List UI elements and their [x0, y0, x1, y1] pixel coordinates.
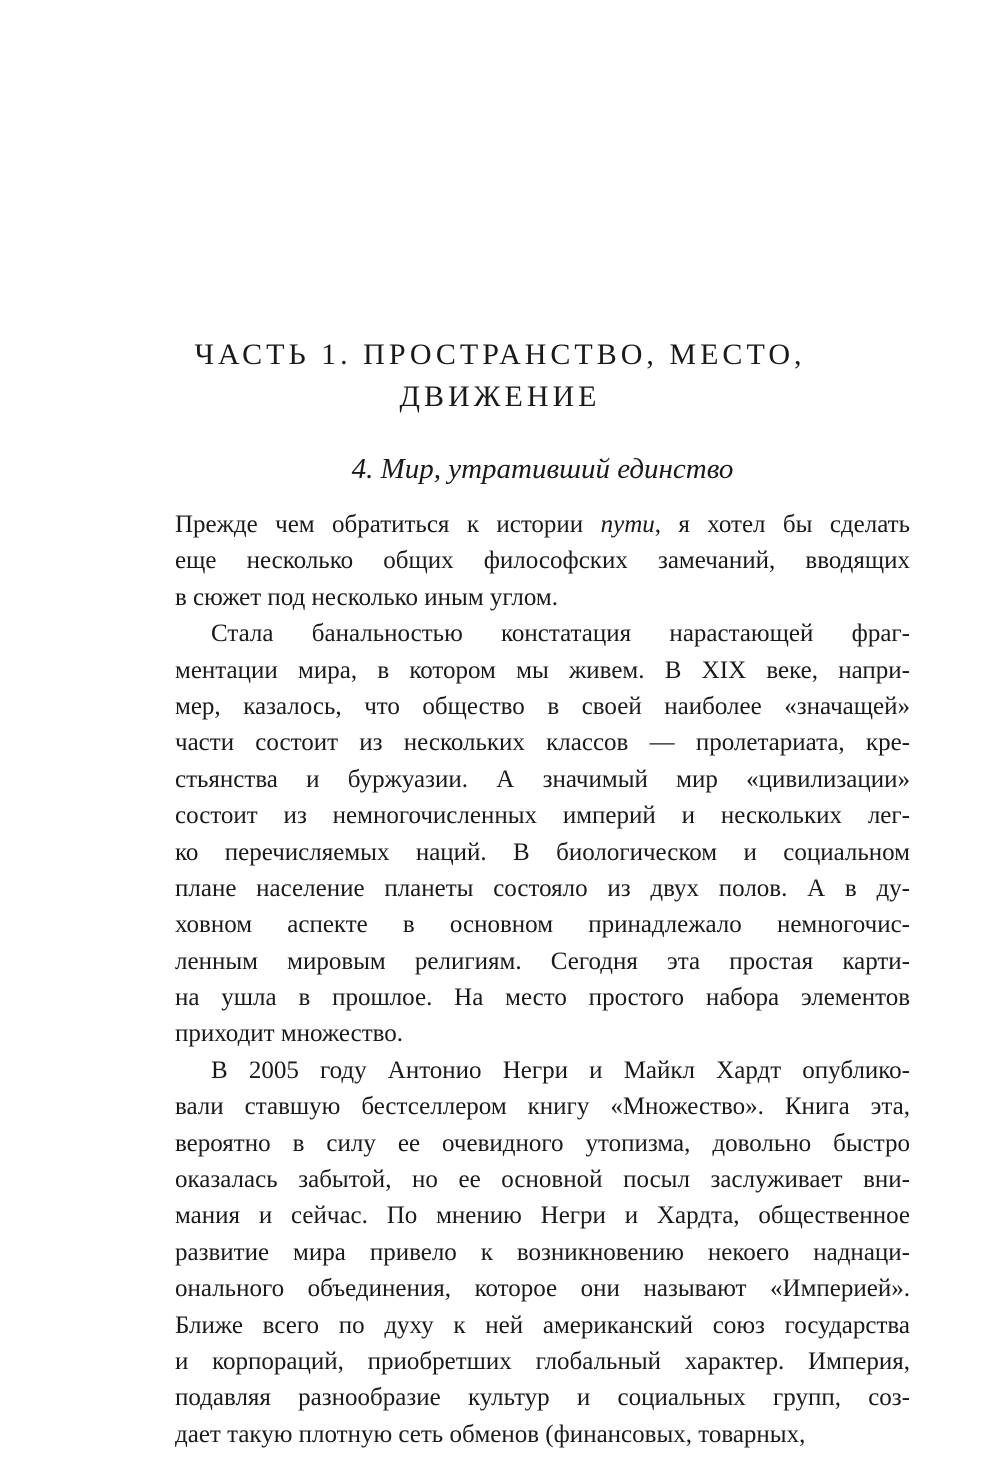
text-segment: дает такую плотную сеть обменов (финансовых, товарных,: [175, 1420, 806, 1448]
text-line: [175, 580, 910, 616]
body-text: [175, 507, 910, 1453]
part-title-line-1: ЧАСТЬ 1. ПРОСТРАНСТВО, МЕСТО,: [194, 338, 806, 371]
text-line: [175, 1271, 910, 1307]
text-segment: на ушла в прошлое. На место простого набора элементов: [175, 984, 910, 1012]
text-segment: , я хотел бы сделать: [654, 511, 910, 538]
text-segment: ховном аспекте в основном принадлежало немногочис-: [175, 911, 910, 939]
text-line: [175, 1417, 910, 1453]
part-title: [120, 334, 880, 418]
text-segment: мер, казалось, что общество в своей наиболее «значащей»: [175, 692, 910, 720]
text-segment: вероятно в силу ее очевидного утопизма, довольно быстро: [175, 1129, 910, 1157]
text-segment: Ближе всего по духу к ней американский союз государства: [175, 1311, 910, 1339]
text-line: [175, 1380, 910, 1416]
text-line: [175, 1016, 910, 1052]
text-line: [175, 907, 910, 943]
text-segment: ментации мира, в котором мы живем. В XIX веке, напри-: [175, 656, 910, 684]
text-segment: В 2005 году Антонио Негри и Майкл Хардт опублико-: [211, 1056, 910, 1084]
text-segment: развитие мира привело к возникновению некоего наднаци-: [175, 1238, 910, 1266]
text-line: [175, 1053, 910, 1089]
part-title-line-2: ДВИЖЕНИЕ: [399, 380, 601, 413]
text-line: [175, 944, 910, 980]
text-segment: и корпораций, приобретших глобальный характер. Империя,: [175, 1347, 910, 1375]
text-line: [175, 1126, 910, 1162]
text-line: [175, 762, 910, 798]
text-line: [175, 653, 910, 689]
text-line: [175, 1344, 910, 1380]
text-line: [175, 1235, 910, 1271]
text-segment: части состоит из нескольких классов — пролетариата, кре-: [175, 729, 910, 757]
text-segment: ленным мировым религиям. Сегодня эта простая карти-: [175, 947, 910, 975]
text-segment: Стала банальностью констатация нарастающей фраг-: [211, 620, 910, 648]
text-segment: ко перечисляемых наций. В биологическом и социальном: [175, 838, 910, 866]
text-line: [175, 1198, 910, 1234]
chapter-title: 4. Мир, утративший единство: [351, 453, 734, 485]
text-line: [175, 835, 910, 871]
text-segment: стьянства и буржуазии. А значимый мир «цивилизации»: [175, 765, 910, 793]
text-segment: плане население планеты состояло из двух полов. А в ду-: [175, 874, 910, 902]
text-segment: подавляя разнообразие культур и социальных групп, соз-: [175, 1384, 910, 1412]
text-line: [175, 871, 910, 907]
text-segment: вали ставшую бестселлером книгу «Множество». Книга эта,: [175, 1093, 910, 1121]
text-line: [175, 798, 910, 834]
paragraph: [175, 1053, 910, 1453]
text-line: [175, 1308, 910, 1344]
text-segment: еще несколько общих философских замечаний, вводящих: [175, 547, 910, 575]
text-line: [175, 725, 910, 761]
text-segment: мания и сейчас. По мнению Негри и Хардта, общественное: [175, 1202, 910, 1230]
italic-term: пути: [600, 511, 655, 538]
paragraph: [175, 616, 910, 1053]
text-segment: множество: [280, 1020, 397, 1048]
paragraph: [175, 507, 910, 616]
text-line: [175, 1089, 910, 1125]
text-segment: оказалась забытой, но ее основной посыл заслуживает вни-: [175, 1166, 910, 1194]
text-line: [175, 980, 910, 1016]
text-segment: в сюжет под несколько иным углом.: [175, 583, 558, 611]
text-line: [175, 616, 910, 652]
text-line: [175, 543, 910, 579]
text-line: [175, 1162, 910, 1198]
text-segment: состоит из немногочисленных империй и нескольких лег-: [175, 802, 910, 830]
text-line: [175, 507, 910, 543]
text-segment: Прежде чем обратиться к истории: [175, 511, 601, 538]
text-line: [175, 689, 910, 725]
text-segment: приходит: [175, 1020, 281, 1048]
text-segment: онального объединения, которое они называют «Империей».: [175, 1275, 910, 1303]
text-segment: .: [396, 1020, 404, 1048]
